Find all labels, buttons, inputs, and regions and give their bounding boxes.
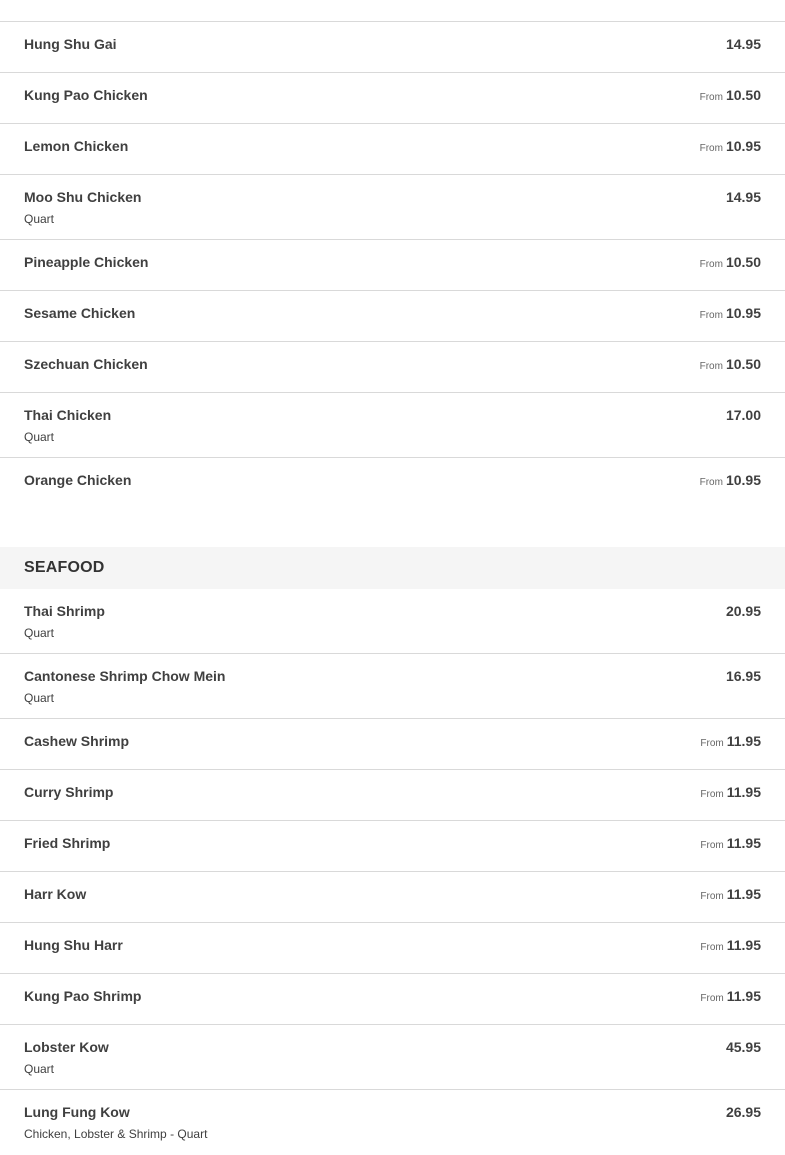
price-value: 26.95 bbox=[725, 1104, 761, 1120]
menu-item-name: Thai Shrimp bbox=[24, 603, 105, 619]
menu-item[interactable] bbox=[0, 342, 785, 393]
menu-item-price bbox=[726, 407, 761, 423]
menu-item[interactable] bbox=[0, 291, 785, 342]
menu-item[interactable] bbox=[0, 974, 785, 1025]
menu-item-price bbox=[726, 1039, 761, 1055]
top-divider bbox=[0, 0, 785, 22]
price-value: 10.50 bbox=[725, 356, 761, 372]
menu-item-price bbox=[700, 87, 761, 103]
menu-item-name: Hung Shu Gai bbox=[24, 36, 117, 52]
menu-item-name: Harr Kow bbox=[24, 886, 87, 902]
menu-item[interactable] bbox=[0, 124, 785, 175]
menu-item-description: Quart bbox=[24, 430, 55, 444]
menu-item-price bbox=[700, 937, 761, 953]
price-value: 16.95 bbox=[725, 668, 761, 684]
menu-item[interactable] bbox=[0, 458, 785, 509]
menu-item-description: Quart bbox=[24, 691, 55, 705]
menu-item-price bbox=[700, 254, 761, 270]
price-from-label: From bbox=[699, 259, 723, 270]
menu-item[interactable] bbox=[0, 821, 785, 872]
price-value: 45.95 bbox=[725, 1039, 761, 1055]
menu-item[interactable] bbox=[0, 589, 785, 654]
menu-item-name: Cashew Shrimp bbox=[24, 733, 130, 749]
price-from-label: From bbox=[700, 942, 724, 953]
price-value: 10.95 bbox=[725, 472, 761, 488]
menu-item-price bbox=[726, 189, 761, 205]
menu-item-name: Kung Pao Chicken bbox=[24, 87, 148, 103]
price-value: 20.95 bbox=[725, 603, 761, 619]
chicken-items-list bbox=[0, 22, 785, 509]
menu-item-price bbox=[700, 733, 761, 749]
menu-item[interactable] bbox=[0, 1025, 785, 1090]
menu-item-name: Moo Shu Chicken bbox=[24, 189, 142, 205]
price-from-label: From bbox=[700, 891, 724, 902]
menu-item[interactable] bbox=[0, 719, 785, 770]
menu-item-price bbox=[726, 36, 761, 52]
menu-item[interactable] bbox=[0, 240, 785, 291]
menu-item-name: Thai Chicken bbox=[24, 407, 112, 423]
menu-item-price bbox=[726, 1104, 761, 1120]
price-from-label: From bbox=[699, 143, 723, 154]
menu-item-name: Lobster Kow bbox=[24, 1039, 109, 1055]
price-value: 10.95 bbox=[725, 138, 761, 154]
price-value: 11.95 bbox=[726, 835, 761, 851]
menu-item-price bbox=[700, 784, 761, 800]
menu-item[interactable] bbox=[0, 923, 785, 974]
menu-item-name: Szechuan Chicken bbox=[24, 356, 148, 372]
menu-item-name: Orange Chicken bbox=[24, 472, 132, 488]
menu-item-description: Quart bbox=[24, 1062, 55, 1076]
menu-item-price bbox=[726, 603, 761, 619]
price-value: 10.50 bbox=[725, 254, 761, 270]
section-header-seafood bbox=[0, 547, 785, 589]
price-value: 11.95 bbox=[726, 988, 761, 1004]
menu-item-name: Pineapple Chicken bbox=[24, 254, 149, 270]
price-value: 14.95 bbox=[725, 36, 761, 52]
menu-item-name: Hung Shu Harr bbox=[24, 937, 123, 953]
price-from-label: From bbox=[700, 738, 724, 749]
menu-item-price bbox=[726, 668, 761, 684]
menu-item[interactable] bbox=[0, 872, 785, 923]
price-from-label: From bbox=[699, 477, 723, 488]
menu-item[interactable] bbox=[0, 770, 785, 821]
menu-item[interactable] bbox=[0, 175, 785, 240]
menu-item[interactable] bbox=[0, 393, 785, 458]
menu-item-name: Fried Shrimp bbox=[24, 835, 111, 851]
price-value: 10.50 bbox=[725, 87, 761, 103]
menu-item-price bbox=[700, 356, 761, 372]
menu-item-price bbox=[700, 138, 761, 154]
price-from-label: From bbox=[699, 361, 723, 372]
seafood-items-list bbox=[0, 589, 785, 1155]
menu-item-name: Curry Shrimp bbox=[24, 784, 114, 800]
menu-item[interactable] bbox=[0, 73, 785, 124]
price-value: 17.00 bbox=[725, 407, 761, 423]
menu-item-name: Kung Pao Shrimp bbox=[24, 988, 142, 1004]
price-value: 11.95 bbox=[726, 733, 761, 749]
menu-item-name: Sesame Chicken bbox=[24, 305, 136, 321]
price-from-label: From bbox=[700, 840, 724, 851]
menu-item-name: Lung Fung Kow bbox=[24, 1104, 130, 1120]
menu-item-description: Quart bbox=[24, 212, 55, 226]
price-from-label: From bbox=[700, 789, 724, 800]
menu-item-description: Chicken, Lobster & Shrimp - Quart bbox=[24, 1127, 208, 1141]
price-from-label: From bbox=[700, 993, 724, 1004]
menu-item-price bbox=[700, 886, 761, 902]
menu-item[interactable] bbox=[0, 1090, 785, 1155]
menu-item-name: Lemon Chicken bbox=[24, 138, 129, 154]
section-spacer bbox=[0, 509, 785, 547]
menu-item-name: Cantonese Shrimp Chow Mein bbox=[24, 668, 226, 684]
section-title: SEAFOOD bbox=[24, 559, 105, 576]
price-value: 11.95 bbox=[726, 784, 761, 800]
menu-item[interactable] bbox=[0, 22, 785, 73]
price-value: 11.95 bbox=[726, 937, 761, 953]
price-value: 11.95 bbox=[726, 886, 761, 902]
price-value: 10.95 bbox=[725, 305, 761, 321]
menu-item-price bbox=[700, 835, 761, 851]
menu-item-price bbox=[700, 988, 761, 1004]
price-from-label: From bbox=[699, 310, 723, 321]
menu-item-price bbox=[700, 472, 761, 488]
menu-item-description: Quart bbox=[24, 626, 55, 640]
menu-item-price bbox=[700, 305, 761, 321]
price-value: 14.95 bbox=[725, 189, 761, 205]
price-from-label: From bbox=[699, 92, 723, 103]
menu-item[interactable] bbox=[0, 654, 785, 719]
